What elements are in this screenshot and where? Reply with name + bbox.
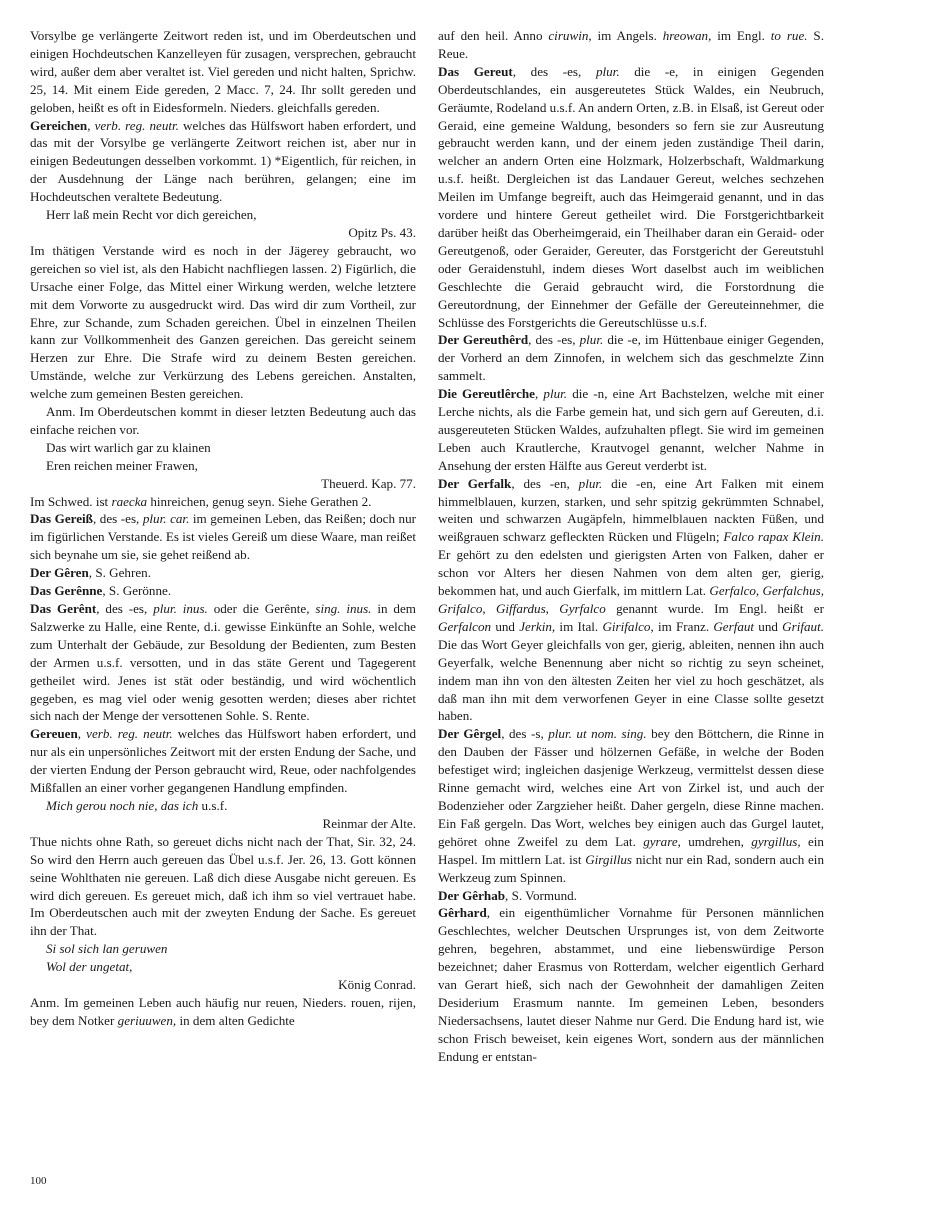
text-run: Das wirt warlich gar zu klainen bbox=[46, 439, 211, 455]
quote-source bbox=[30, 815, 416, 833]
headword: Gereichen bbox=[30, 117, 88, 133]
headword: Gêrhard bbox=[438, 905, 487, 921]
text-run: , des -es, bbox=[512, 63, 596, 79]
verse-line bbox=[46, 457, 416, 475]
entry-paragraph bbox=[30, 242, 416, 403]
verse-line bbox=[46, 940, 416, 958]
entry-paragraph bbox=[30, 564, 416, 582]
italic-text: Grifaut. bbox=[782, 618, 825, 634]
text-run: Thue nichts ohne Rath, so gereuet dichs nicht nach der That, Sir. 32, 24. So wird den Herrn auch gereuen das Übel u.s.f. Jer. 26, 13. Gott können seine Wohlthaten nie gereuen. Laß dich diese Ausgabe nicht gereuen. Es wird dich gereuen. Es gereuet mich, daß ich ihm so viel vertrauet habe. Im Oberdeutschen auch mit der zweyten Endung der Sache. Es gereuet ihn der That. bbox=[30, 833, 416, 939]
italic-text: plur. ut nom. sing. bbox=[548, 726, 647, 742]
italic-text: Si sol sich lan geruwen bbox=[46, 941, 168, 957]
verse-line bbox=[46, 797, 416, 815]
italic-text: Jerkin, bbox=[519, 618, 556, 634]
headword: Das Gerênt bbox=[30, 601, 97, 616]
italic-text: to rue. bbox=[770, 28, 808, 43]
italic-text: ciruwin, bbox=[548, 28, 592, 43]
text-run: , bbox=[87, 117, 95, 133]
headword: Gereuen bbox=[30, 726, 78, 742]
text-run: Er gehört zu den edelsten und gierigsten Arten von Falken, daher er schon vor Alters her diesen Nahmen von dem alten ger, gierig, bekommen hat, und auch Gierfalk, im mittlern Lat. bbox=[438, 547, 824, 599]
verse-line bbox=[46, 958, 416, 976]
text-run: Reinmar der Alte. bbox=[322, 815, 416, 831]
quote-source bbox=[30, 224, 416, 242]
entry-paragraph bbox=[438, 887, 824, 905]
italic-text: plur. bbox=[543, 386, 568, 402]
italic-text: Wol der ungetat, bbox=[46, 959, 133, 975]
entry-paragraph bbox=[438, 63, 824, 332]
text-run: in dem alten Gedichte bbox=[176, 1012, 295, 1028]
text-run: ein Haspel. Im mittlern Lat. ist bbox=[438, 833, 824, 867]
text-run: hinreichen, genug seyn. Siehe Gerathen 2. bbox=[147, 493, 372, 509]
text-run: , S. Vormund. bbox=[505, 887, 577, 903]
text-run: und bbox=[754, 618, 783, 634]
note-paragraph bbox=[30, 403, 416, 439]
headword: Das Gerênne bbox=[30, 583, 103, 599]
quote-source bbox=[30, 976, 416, 994]
text-run: Vorsylbe ge verlängerte Zeitwort reden ist, und im Oberdeutschen und einigen Hochdeutschen Kanzelleyen für zusagen, versprechen, gebraucht wird, außer dem aber veraltet ist. Viel gereden und nicht halten, Sprichw. 25, 14. Mit einem Eide gereden, 2 Macc. 7, 24. Ihr sollt gereden und geloben, heißt es oft in Eidesformeln. Nieders. gleichfalls gereden. bbox=[30, 28, 416, 115]
entry-paragraph bbox=[30, 117, 416, 207]
italic-text: plur. bbox=[579, 332, 604, 348]
entry-paragraph bbox=[30, 600, 416, 725]
italic-text: verb. reg. neutr. bbox=[94, 117, 179, 133]
text-run: , des -s, bbox=[501, 726, 549, 742]
italic-text: verb. reg. neutr. bbox=[86, 726, 173, 742]
italic-text: Gerfaut bbox=[713, 618, 755, 634]
page-number: 100 bbox=[30, 1175, 47, 1187]
italic-text: plur. bbox=[595, 63, 620, 79]
text-run: auf den heil. Anno bbox=[438, 28, 549, 43]
entry-paragraph bbox=[30, 510, 416, 564]
headword: Der Gerfalk bbox=[438, 475, 512, 491]
text-run: im Angels. bbox=[591, 28, 663, 43]
text-run: , bbox=[535, 386, 544, 402]
text-run: im Franz. bbox=[653, 618, 714, 634]
headword: Der Gêrhab bbox=[438, 887, 506, 903]
entry-paragraph bbox=[438, 904, 824, 1065]
text-run: im Ital. bbox=[555, 618, 603, 634]
text-run: bey den Böttchern, die Rinne in den Dauben der Fässer und hölzernen Gefäße, in welche der Boden befestiget wird; ingleichen dasjenige Werkzeug, vermittelst dessen diese Rinne gemacht wird, welches eine Art von Zirkel ist, und auch der Bodenzieher oder Zargzieher heißt. Daher gergeln, diese Rinne machen. Ein Faß gergeln. Das Wort, welches bey einigen auch das Gurgel lautet, gehöret ohne Zweifel zu dem Lat. bbox=[438, 726, 825, 849]
text-run: Anm. Im gemeinen Leben auch häufig nur reuen, Nieders. rouen, rijen, bey dem Notker bbox=[30, 994, 416, 1028]
entry-paragraph bbox=[30, 27, 416, 117]
text-run: Im Schwed. ist bbox=[30, 493, 112, 509]
italic-text: Girgillus bbox=[585, 851, 632, 867]
text-run: Die das Wort Geyer gleichfalls von ger, gierig, ableiten, nennen ihn auch Geyerfalk, welche Benennung aber nicht so richtig zu seyn scheinet, indem man ihn von den ältesten Zeiten her viel zu hoch geschätzet, als daß man ihn mit dem verworfenen Geyer in eine Classe sollte gesetzt haben. bbox=[438, 636, 824, 724]
text-run: , S. Gehren. bbox=[88, 565, 151, 581]
verse-line bbox=[46, 439, 416, 457]
headword: Das Gereiß bbox=[30, 511, 93, 527]
entry-paragraph bbox=[30, 994, 416, 1030]
quote-source bbox=[30, 475, 416, 493]
text-run: , bbox=[77, 726, 87, 742]
text-run: im Engl. bbox=[711, 28, 771, 43]
text-run: genannt wurde. Im Engl. heißt er bbox=[605, 601, 824, 616]
text-run: Herr laß mein Recht vor dich gereichen, bbox=[46, 207, 257, 223]
text-run: König Conrad. bbox=[338, 977, 416, 993]
text-run: die -n, eine Art Bachstelzen, welche mit einer Lerche nichts, als die Farbe gemein hat, und sich gern auf Gereuten, d.i. ausgereuteten Stücken Waldes, aufzuhalten pflegt. Sie wird im gemeinen Leben auch Krautlerche, Krautvogel genannt, welcher Nahme in Ansehung der ersten Hälfte aus Gereut verderbt ist. bbox=[438, 386, 825, 473]
text-run: die -en, eine Art Falken mit einem himmelblauen, kurzen, starken, und sehr spitzig gekrümmten Schnabel, weiten und schwarzen Augäpfeln, himmelblauen nackten Füßen, und weißgrauen schwarz gefleckten Rücken und Flügeln; bbox=[438, 475, 824, 545]
text-run: Eren reichen meiner Frawen, bbox=[46, 457, 198, 473]
right-column bbox=[438, 27, 824, 1066]
italic-text: sing. inus. bbox=[315, 601, 372, 616]
text-run: welches das Hülfswort haben erfordert, und nur als ein unpersönliches Zeitwort mit der ersten Endung der Sache, und der vierten Endung der Person gebraucht wird, Reue, oder nachfolgendes Mißfallen an einer vorher gegangenen Handlung empfinden. bbox=[30, 726, 416, 796]
italic-text: geriuuwen, bbox=[117, 1012, 177, 1028]
headword: Das Gereut bbox=[438, 63, 513, 79]
text-run: , ein eigenthümlicher Vornahme für Personen männlichen Geschlechtes, welcher Deutschen Ursprunges ist, von dem Zeitworte gehren, begehren, abstammet, und eine liebenswürdige Person bezeichnet; daher Erasmus von Rotterdam, welcher eigentlich Gerhard van Gerart hieß, sich nach der Gewohnheit der damahligen Zeiten Desiderium Erasmum nannte. Im gemeinen Leben, besonders Niedersachsens, lautet dieser Nahme nur Gerd. Die Endung hard ist, wie schon Frisch beweiset, kein eigenes Wort, sondern aus der männlichen Endung er entstan- bbox=[438, 905, 824, 1064]
left-column bbox=[30, 27, 416, 1030]
entry-paragraph bbox=[438, 27, 824, 63]
text-run: oder die Gerênte, bbox=[207, 601, 316, 616]
italic-text: plur. bbox=[578, 475, 603, 491]
text-run: u.s.f. bbox=[198, 797, 228, 813]
entry-paragraph bbox=[30, 493, 416, 511]
italic-text: Gerfalco, Gerfalchus, Grifalco, Giffardus, Gyrfalco bbox=[438, 583, 825, 616]
entry-paragraph bbox=[438, 725, 824, 886]
entry-paragraph bbox=[438, 331, 824, 385]
entry-paragraph bbox=[30, 582, 416, 600]
italic-text: Mich gerou noch nie, das ich bbox=[46, 797, 199, 813]
headword: Der Gêrgel bbox=[438, 726, 502, 742]
headword: Der Gereuthêrd bbox=[438, 332, 529, 348]
text-run: welches das Hülfswort haben erfordert, und das mit der Vorsylbe ge verlängerte Zeitwort reichen ist, aber nur in einigen Bedeutungen desselben vorkommt. 1) *Eigentlich, für reichen, in der Ausdehnung der Länge nach berühren, gelangen; eine im Hochdeutschen veraltete Bedeutung. bbox=[30, 117, 417, 205]
text-run: umdrehen, bbox=[680, 833, 752, 849]
text-run: , S. Gerönne. bbox=[102, 583, 172, 599]
italic-text: gyrgillus, bbox=[751, 833, 801, 849]
entry-paragraph bbox=[438, 475, 824, 726]
text-run: , des -es, bbox=[528, 332, 580, 348]
italic-text: plur. inus. bbox=[153, 601, 208, 616]
text-run: im gemeinen Leben, das Reißen; doch nur im figürlichen Verstande. Es ist vieles Gereiß um diese Waare, man reißet sich beynahe um sie, sie gehet reißend ab. bbox=[30, 511, 416, 563]
text-run: die -e, in einigen Gegenden Oberdeutschlandes, ein ausgereutetes Stück Waldes, ein Neubruch, Geräumte, Rodeland u.s.f. An andern Orten, z.B. in Elsaß, ist Gereut oder Geraid, eine gemeine Waldung, besonders so fern sie zur Ausreutung gebraucht werden kann, und der einem jeden zuständige Theil darin, welcher an andern Orten eine Holzmark, Holzerbschaft, Waldmarkung u.s.f. heißt. Dergleichen ist das Landauer Gereut, welches sechzehen Meilen im Umfange begreift, auch das Heimgeraid genannt, und in das vordere und hintere Gereut getheilet wird. Die Forstgerichtbarkeit darüber heißt das Oberheimgeraid, ein Theilhaber daran ein Geraid- oder Gereutgenoß, oder Geraider, Gereuter, das Forstgericht der Gereutstuhl oder Geraidenstuhl, indem dieses Wort daselbst auch im weiblichen Geschlechte die Geraid gebraucht wird, die Forstordnung die Gereutordnung, der Einnehmer der Gefälle der Gereuteinnehmer, die Schlüsse des Forstgerichts die Gereutschlüsse u.s.f. bbox=[438, 63, 824, 330]
text-run: , des -es, bbox=[96, 601, 154, 616]
italic-text: plur. car. bbox=[142, 511, 190, 527]
entry-paragraph bbox=[438, 385, 824, 475]
text-run: Anm. Im Oberdeutschen kommt in dieser letzten Bedeutung auch das einfache reichen vor. bbox=[30, 404, 416, 437]
headword: Die Gereutlêrche bbox=[438, 386, 535, 402]
entry-paragraph bbox=[30, 725, 416, 797]
text-run: und bbox=[491, 618, 520, 634]
italic-text: Girifalco, bbox=[602, 618, 654, 634]
italic-text: hreowan, bbox=[662, 28, 712, 43]
text-run: nicht nur ein Rad, sondern auch ein Werkzeug zum Spinnen. bbox=[438, 851, 824, 885]
text-run: in dem Salzwerke zu Halle, eine Rente, d.i. gewisse Einkünfte an Sohle, welche zum Unterhalt der Gebäude, zur Besoldung der Bedienten, zum Besten der Armen u.s.f. versotten, und in das stäte Gerent und Tagegerent getheilet wird. Jenes ist stät oder beständig, und wird wöchentlich gegeben, es mag viel oder wenig gesotten werden; dieses aber richtet sich nach der Menge der versottenen Sohle. S. Rente. bbox=[30, 601, 416, 724]
text-run: die -e, im Hüttenbaue einiger Gegenden, der Vorherd an dem Zinnofen, in welchem sich das geschmelzte Zinn sammelt. bbox=[438, 332, 824, 384]
entry-paragraph bbox=[30, 833, 416, 940]
text-run: Opitz Ps. 43. bbox=[348, 224, 416, 240]
verse-line bbox=[46, 206, 416, 224]
italic-text: Gerfalcon bbox=[438, 618, 492, 634]
italic-text: raecka bbox=[111, 493, 148, 509]
text-run: Theuerd. Kap. 77. bbox=[321, 475, 416, 491]
italic-text: gyrare, bbox=[643, 833, 681, 849]
headword: Der Gêren bbox=[30, 565, 89, 581]
text-run: , des -en, bbox=[511, 475, 579, 491]
italic-text: Falco rapax Klein. bbox=[723, 529, 825, 545]
text-run: , des -es, bbox=[92, 511, 143, 527]
text-run: Im thätigen Verstande wird es noch in der Jägerey gebraucht, wo gereichen so viel ist, als den Habicht nachfliegen lassen. 2) Figürlich, die Ursache einer Folge, das Mittel einer Wirkung werden, welche letztere mit dem Vorworte zu ausgedruckt wird. Das wird dir zum Vortheil, zur Ehre, zur Schande, zum Schaden gereichen. Übel in einzelnen Theilen kann zur Vollkommenheit des Ganzen gereichen. Das gereicht seinem Herzen zur Ehre. Die Strafe wird zu deinem Besten gereichen. Umstände, welche zur Verkürzung des Lebens gereichen. Anstalten, welche zum gemeinen Besten gereichen. bbox=[30, 242, 416, 402]
text-run: S. Reue. bbox=[438, 28, 824, 61]
